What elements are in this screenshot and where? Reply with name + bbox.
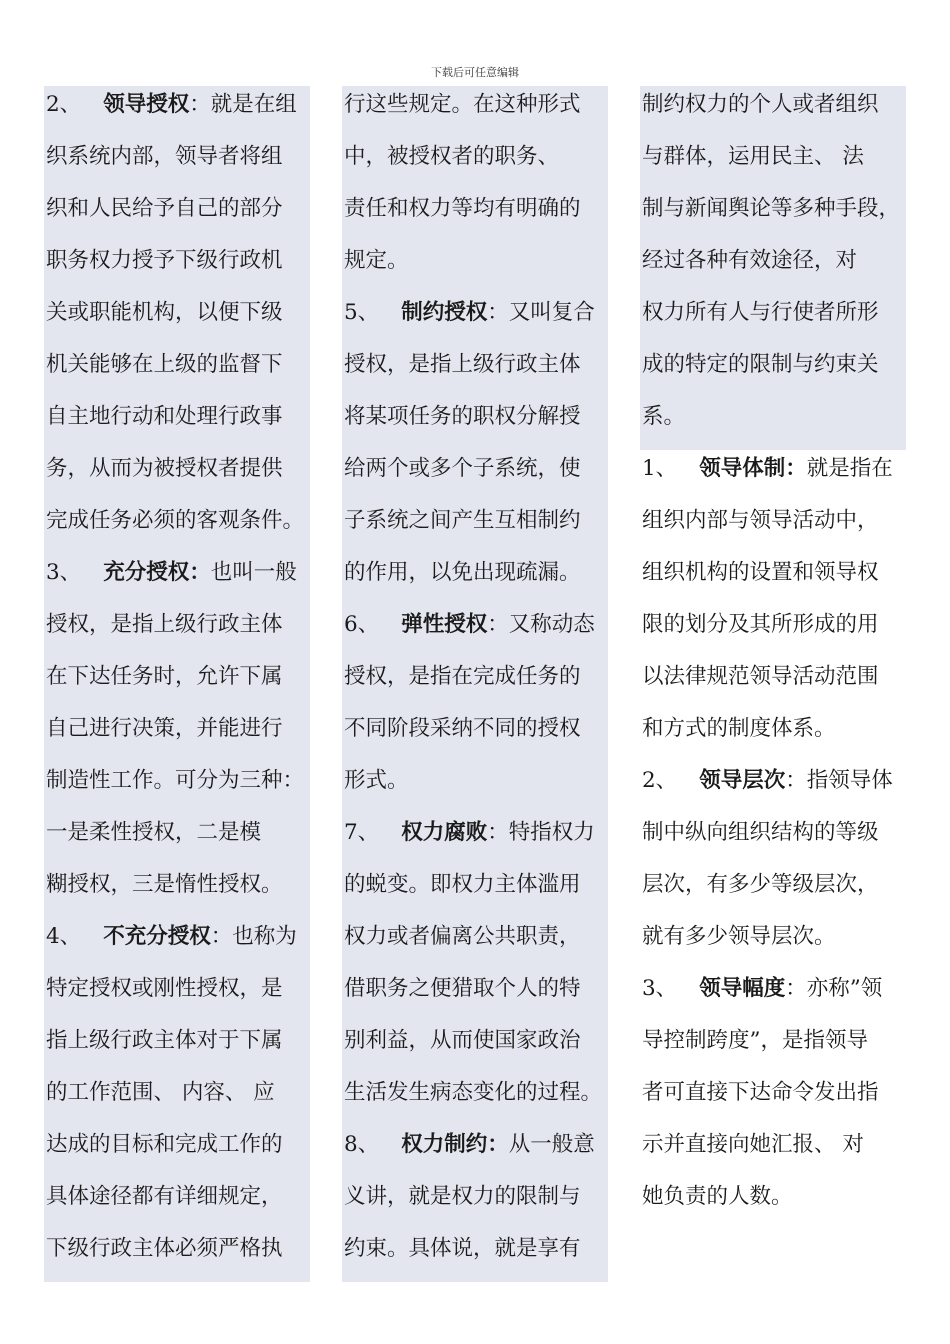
text-line [640,346,906,398]
text-segment: 以法律规范领导活动范围 [642,664,879,689]
text-line [342,918,608,970]
text-line [640,762,906,814]
text-segment: 规定。 [344,248,409,273]
text-segment: 行这些规定。在这种形式 [344,92,581,117]
term-heading: 弹性授权 [401,612,488,637]
text-line [44,138,310,190]
text-line [342,1230,608,1282]
text-line [44,710,310,762]
text-line [342,450,608,502]
text-line [44,918,310,970]
term-heading: 领导幅度 [699,976,786,1001]
text-segment: 和方式的制度体系。 [642,716,836,741]
text-line [44,814,310,866]
text-line [640,242,906,294]
term-heading: 充分授权： [103,560,211,585]
text-line [342,814,608,866]
text-segment: 制中纵向组织结构的等级 [642,820,879,845]
text-segment: 织系统内部，领导者将组 [46,144,283,169]
text-segment: ：又叫复合 [487,300,595,325]
text-line [342,346,608,398]
text-line [640,190,906,242]
text-line [342,658,608,710]
text-line [44,606,310,658]
text-line [342,1126,608,1178]
text-segment: 织和人民给予自己的部分 [46,196,283,221]
text-segment: 权力或者偏离公共职责， [344,924,581,949]
text-line [44,1074,310,1126]
text-segment: 中，被授权者的职务、 [344,144,560,169]
text-column-1 [44,86,310,1282]
text-line [342,242,608,294]
text-line [342,502,608,554]
text-segment: 5、 [344,300,380,325]
text-line [640,398,906,450]
text-line [640,138,906,190]
text-segment: 经过各种有效途径，对 [642,248,858,273]
text-line [640,918,906,970]
text-segment: 权力所有人与行使者所形 [642,300,879,325]
term-heading: 制约授权 [401,300,488,325]
text-segment: 4、 [46,924,82,949]
text-line [640,1074,906,1126]
text-segment: 2、 [46,92,82,117]
text-line [640,1126,906,1178]
text-segment: 制约权力的个人或者组织 [642,92,879,117]
text-segment: 授权，是指上级行政主体 [46,612,283,637]
text-line [44,866,310,918]
text-line [640,710,906,762]
text-line [44,86,310,138]
text-line [342,762,608,814]
text-line [342,138,608,190]
text-segment: 将某项任务的职权分解授 [344,404,581,429]
text-segment: 层次，有多少等级层次， [642,872,879,897]
text-segment: 1、 [642,456,678,481]
text-line [640,1178,906,1230]
text-line [640,502,906,554]
text-segment: 也叫一般 [210,560,297,585]
text-line [44,554,310,606]
term-heading: 领导体制： [699,456,807,481]
text-segment: 约束。具体说，就是享有 [344,1236,581,1261]
text-line [342,1022,608,1074]
text-line [44,1178,310,1230]
text-column-3 [640,86,906,1230]
text-line [44,658,310,710]
text-segment: 生活发生病态变化的过程。 [344,1080,603,1105]
text-segment: 授权，是指上级行政主体 [344,352,581,377]
text-segment: 下级行政主体必须严格执 [46,1236,283,1261]
text-segment: 8、 [344,1132,380,1157]
text-line [342,554,608,606]
text-segment: 示并直接向她汇报、 对 [642,1132,864,1157]
text-line [342,294,608,346]
text-segment: 6、 [344,612,380,637]
text-segment: 别利益，从而使国家政治 [344,1028,581,1053]
text-segment: 导控制跨度”，是指领导 [642,1028,868,1053]
text-segment: 务，从而为被授权者提供 [46,456,283,481]
text-segment: 从一般意 [508,1132,595,1157]
text-line [342,86,608,138]
text-line [44,970,310,1022]
text-line [640,294,906,346]
term-heading: 权力腐败 [401,820,488,845]
text-segment: 特定授权或刚性授权，是 [46,976,283,1001]
text-segment: 就有多少领导层次。 [642,924,836,949]
term-heading: 权力制约： [401,1132,509,1157]
text-line [342,1178,608,1230]
text-line [640,86,906,138]
text-line [640,866,906,918]
text-line [342,866,608,918]
text-line [640,450,906,502]
text-segment: 指上级行政主体对于下属 [46,1028,283,1053]
text-segment: 组织机构的设置和领导权 [642,560,879,585]
text-line [342,398,608,450]
text-line [640,1022,906,1074]
term-heading: 领导层次 [699,768,786,793]
text-segment: 不同阶段采纳不同的授权 [344,716,581,741]
text-segment: 的工作范围、 内容、 应 [46,1080,275,1105]
text-line [640,554,906,606]
text-segment: 系。 [642,404,686,429]
text-segment: 7、 [344,820,380,845]
text-line [342,190,608,242]
text-segment: 她负责的人数。 [642,1184,793,1209]
text-segment: ：就是在组 [189,92,297,117]
text-segment: 机关能够在上级的监督下 [46,352,283,377]
text-segment: 一是柔性授权，二是模 [46,820,262,845]
text-line [640,606,906,658]
text-line [640,814,906,866]
text-line [44,190,310,242]
page-header: 下载后可任意编辑 [431,66,519,79]
text-segment: 形式。 [344,768,409,793]
text-segment: 的作用，以免出现疏漏。 [344,560,581,585]
text-segment: 子系统之间产生互相制约 [344,508,581,533]
text-segment: 完成任务必须的客观条件。 [46,508,305,533]
text-segment: 给两个或多个子系统，使 [344,456,581,481]
text-line [44,502,310,554]
text-line [44,1022,310,1074]
text-segment: 与群体，运用民主、 法 [642,144,864,169]
text-segment: 责任和权力等均有明确的 [344,196,581,221]
text-segment: 具体途径都有详细规定， [46,1184,283,1209]
text-segment: 成的特定的限制与约束关 [642,352,879,377]
term-heading: 领导授权 [103,92,190,117]
text-line [44,1230,310,1282]
text-segment: 借职务之便猎取个人的特 [344,976,581,1001]
text-line [640,658,906,710]
text-segment: 达成的目标和完成工作的 [46,1132,283,1157]
text-segment: 授权，是指在完成任务的 [344,664,581,689]
text-segment: 自主地行动和处理行政事 [46,404,283,429]
text-segment: ：特指权力 [487,820,595,845]
text-segment: 组织内部与领导活动中， [642,508,879,533]
text-segment: 在下达任务时，允许下属 [46,664,283,689]
text-line [44,242,310,294]
text-line [44,762,310,814]
text-segment: ：又称动态 [487,612,595,637]
term-heading: 不充分授权 [103,924,211,949]
text-line [342,970,608,1022]
text-column-2 [342,86,608,1282]
text-line [342,1074,608,1126]
text-line [44,398,310,450]
text-segment: 职务权力授予下级行政机 [46,248,283,273]
text-line [44,450,310,502]
text-segment: 制造性工作。可分为三种： [46,768,305,793]
text-segment: 制与新闻舆论等多种手段， [642,196,901,221]
text-segment: 3、 [642,976,678,1001]
text-line [640,970,906,1022]
text-segment: 糊授权，三是惰性授权。 [46,872,283,897]
text-segment: 的蜕变。即权力主体滥用 [344,872,581,897]
text-segment: 义讲，就是权力的限制与 [344,1184,581,1209]
text-segment: ：指领导体 [785,768,893,793]
text-segment: 自己进行决策，并能进行 [46,716,283,741]
text-segment: 就是指在 [806,456,893,481]
text-segment: 2、 [642,768,678,793]
text-segment: 者可直接下达命令发出指 [642,1080,879,1105]
text-segment: 限的划分及其所形成的用 [642,612,879,637]
text-segment: ：亦称”领 [785,976,883,1001]
text-line [44,294,310,346]
text-line [342,710,608,762]
text-line [44,346,310,398]
text-segment: 关或职能机构，以便下级 [46,300,283,325]
text-line [342,606,608,658]
text-segment: 3、 [46,560,82,585]
text-line [44,1126,310,1178]
text-segment: ：也称为 [210,924,297,949]
